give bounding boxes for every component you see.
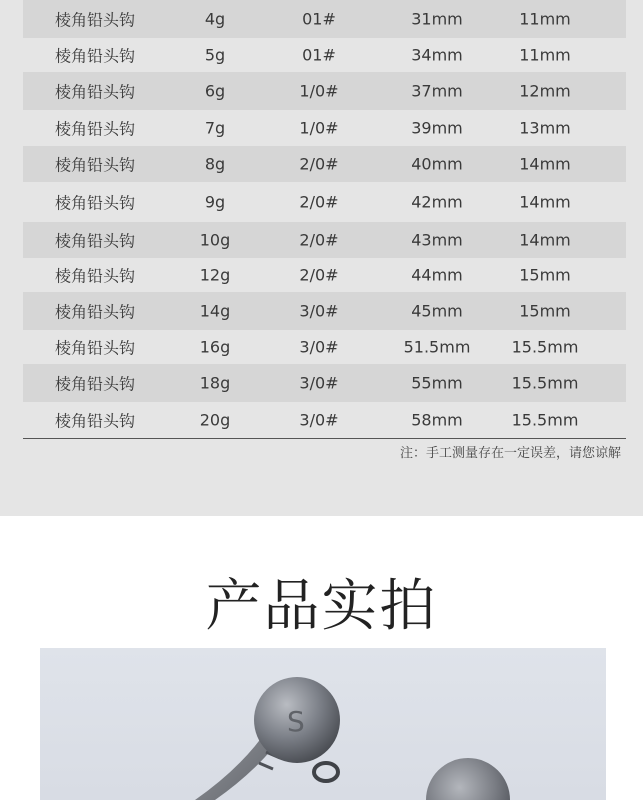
product-photo bbox=[40, 648, 606, 800]
ball-emblem-icon: S bbox=[287, 705, 305, 738]
table-row bbox=[23, 110, 626, 146]
cell-name: 棱角铅头钩 bbox=[54, 411, 136, 431]
cell-weight: 16g bbox=[199, 337, 231, 357]
cell-name: 棱角铅头钩 bbox=[54, 302, 136, 322]
cell-name: 棱角铅头钩 bbox=[54, 374, 136, 394]
section-title: 产品实拍 bbox=[205, 574, 438, 639]
cell-hook: 3/0# bbox=[299, 410, 339, 430]
cell-length: 58mm bbox=[411, 410, 463, 430]
cell-hook: 01# bbox=[302, 9, 336, 29]
table-row bbox=[23, 258, 626, 292]
cell-weight: 18g bbox=[199, 373, 231, 393]
lead-ball-2 bbox=[426, 758, 510, 800]
cell-weight: 12g bbox=[199, 265, 231, 285]
table-row bbox=[23, 182, 626, 222]
cell-diameter: 12mm bbox=[519, 81, 571, 101]
cell-diameter: 15.5mm bbox=[511, 410, 579, 430]
cell-name: 棱角铅头钩 bbox=[54, 266, 136, 286]
table-row bbox=[23, 0, 626, 38]
cell-hook: 3/0# bbox=[299, 337, 339, 357]
table-row bbox=[23, 38, 626, 72]
cell-hook: 01# bbox=[302, 45, 336, 65]
table-row bbox=[23, 222, 626, 258]
cell-length: 43mm bbox=[411, 230, 463, 250]
cell-length: 39mm bbox=[411, 118, 463, 138]
cell-diameter: 11mm bbox=[519, 9, 571, 29]
cell-weight: 5g bbox=[204, 45, 226, 65]
measurement-note: 注：手工测量存在一定误差，请您谅解 bbox=[399, 446, 621, 461]
cell-name: 棱角铅头钩 bbox=[54, 155, 136, 175]
cell-weight: 6g bbox=[204, 81, 226, 101]
cell-length: 31mm bbox=[411, 9, 463, 29]
cell-weight: 14g bbox=[199, 301, 231, 321]
cell-hook: 2/0# bbox=[299, 192, 339, 212]
cell-length: 51.5mm bbox=[403, 337, 471, 357]
cell-length: 42mm bbox=[411, 192, 463, 212]
hook-eyelet bbox=[314, 763, 338, 781]
cell-name: 棱角铅头钩 bbox=[54, 82, 136, 102]
jig-head-illustration bbox=[40, 648, 606, 800]
table-row bbox=[23, 72, 626, 110]
spec-table bbox=[23, 0, 626, 438]
cell-weight: 7g bbox=[204, 118, 226, 138]
cell-hook: 3/0# bbox=[299, 301, 339, 321]
cell-name: 棱角铅头钩 bbox=[54, 231, 136, 251]
cell-diameter: 11mm bbox=[519, 45, 571, 65]
cell-diameter: 15mm bbox=[519, 265, 571, 285]
table-divider bbox=[23, 438, 626, 439]
cell-hook: 2/0# bbox=[299, 154, 339, 174]
table-row bbox=[23, 330, 626, 364]
table-row bbox=[23, 292, 626, 330]
cell-hook: 2/0# bbox=[299, 265, 339, 285]
cell-length: 45mm bbox=[411, 301, 463, 321]
cell-weight: 20g bbox=[199, 410, 231, 430]
cell-hook: 1/0# bbox=[299, 81, 339, 101]
cell-name: 棱角铅头钩 bbox=[54, 193, 136, 213]
cell-hook: 3/0# bbox=[299, 373, 339, 393]
cell-hook: 2/0# bbox=[299, 230, 339, 250]
table-row bbox=[23, 402, 626, 438]
cell-length: 37mm bbox=[411, 81, 463, 101]
cell-diameter: 15.5mm bbox=[511, 373, 579, 393]
cell-diameter: 15.5mm bbox=[511, 337, 579, 357]
cell-diameter: 15mm bbox=[519, 301, 571, 321]
cell-weight: 8g bbox=[204, 154, 226, 174]
table-row bbox=[23, 364, 626, 402]
cell-diameter: 14mm bbox=[519, 230, 571, 250]
cell-diameter: 13mm bbox=[519, 118, 571, 138]
cell-name: 棱角铅头钩 bbox=[54, 338, 136, 358]
cell-hook: 1/0# bbox=[299, 118, 339, 138]
cell-weight: 10g bbox=[199, 230, 231, 250]
cell-diameter: 14mm bbox=[519, 192, 571, 212]
cell-name: 棱角铅头钩 bbox=[54, 119, 136, 139]
cell-length: 40mm bbox=[411, 154, 463, 174]
cell-length: 55mm bbox=[411, 373, 463, 393]
table-row bbox=[23, 146, 626, 182]
cell-length: 34mm bbox=[411, 45, 463, 65]
cell-weight: 9g bbox=[204, 192, 226, 212]
cell-diameter: 14mm bbox=[519, 154, 571, 174]
cell-length: 44mm bbox=[411, 265, 463, 285]
cell-weight: 4g bbox=[204, 9, 226, 29]
cell-name: 棱角铅头钩 bbox=[54, 46, 136, 66]
cell-name: 棱角铅头钩 bbox=[54, 10, 136, 30]
